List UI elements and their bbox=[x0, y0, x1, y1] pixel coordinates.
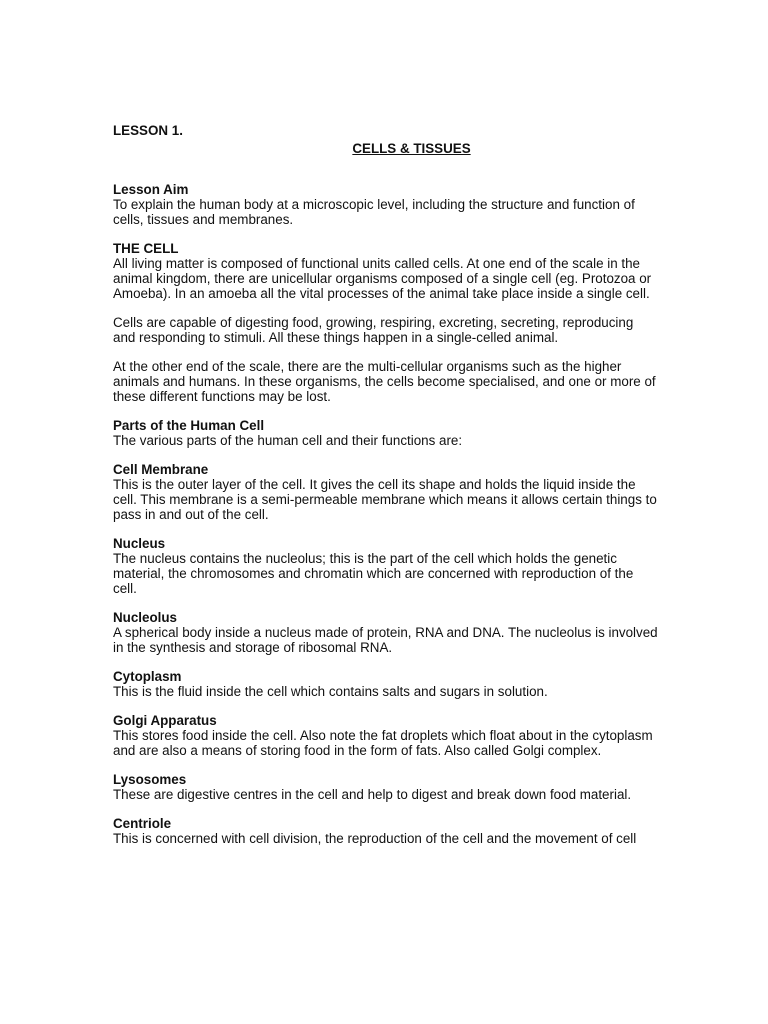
section-heading: Centriole bbox=[113, 816, 172, 831]
section-text: These are digestive centres in the cell and help to digest and break down food material. bbox=[113, 787, 632, 802]
section-text: This is the fluid inside the cell which contains salts and sugars in solution. bbox=[113, 684, 548, 699]
section-heading: Parts of the Human Cell bbox=[113, 418, 265, 433]
section-heading: Nucleus bbox=[113, 536, 166, 551]
section-golgi-apparatus bbox=[113, 713, 658, 758]
section-nucleus bbox=[113, 536, 658, 596]
section-text: This is concerned with cell division, the reproduction of the cell and the movement of cell bbox=[113, 831, 637, 846]
document-page bbox=[113, 123, 658, 846]
section-text: This stores food inside the cell. Also note the fat droplets which float about in the cytoplasm and are also a means of storing food in the form of fats. Also called Golgi complex. bbox=[113, 728, 653, 758]
section-heading: Lysosomes bbox=[113, 772, 187, 787]
document-title: CELLS & TISSUES bbox=[352, 141, 471, 156]
section-centriole bbox=[113, 816, 658, 846]
section-heading: Cytoplasm bbox=[113, 669, 182, 684]
section-paragraph: All living matter is composed of functional units called cells. At one end of the scale in the animal kingdom, there are unicellular organisms composed of a single cell (eg. Protozoa or Amoeba). In an amoeba all the vital processes of the animal take place inside a single cell. bbox=[113, 256, 652, 301]
section-text: This is the outer layer of the cell. It gives the cell its shape and holds the liquid inside the cell. This membrane is a semi-permeable membrane which means it allows certain things to pass in and out of the cell. bbox=[113, 477, 657, 522]
section-heading: Lesson Aim bbox=[113, 182, 189, 197]
section-paragraph: Cells are capable of digesting food, growing, respiring, excreting, secreting, reproducing and responding to stimuli. All these things happen in a single-celled animal. bbox=[113, 315, 634, 345]
section-text: A spherical body inside a nucleus made of protein, RNA and DNA. The nucleolus is involved in the synthesis and storage of ribosomal RNA. bbox=[113, 625, 658, 655]
section-heading: Nucleolus bbox=[113, 610, 177, 625]
section-text: The various parts of the human cell and their functions are: bbox=[113, 433, 463, 448]
section-paragraph: At the other end of the scale, there are the multi-cellular organisms such as the higher animals and humans. In these organisms, the cells become specialised, and one or more of these different functions may be lost. bbox=[113, 359, 656, 404]
section-lysosomes bbox=[113, 772, 658, 802]
section-text: The nucleus contains the nucleolus; this is the part of the cell which holds the genetic material, the chromosomes and chromatin which are concerned with reproduction of the cell. bbox=[113, 551, 634, 596]
section-lesson-aim bbox=[113, 182, 658, 227]
section-cell-membrane bbox=[113, 462, 658, 522]
section-the-cell bbox=[113, 241, 658, 404]
section-cytoplasm bbox=[113, 669, 658, 699]
section-heading: Cell Membrane bbox=[113, 462, 209, 477]
section-nucleolus bbox=[113, 610, 658, 655]
section-heading: Golgi Apparatus bbox=[113, 713, 217, 728]
lesson-number: LESSON 1. bbox=[113, 123, 183, 138]
section-parts-of-cell bbox=[113, 418, 658, 448]
section-text: To explain the human body at a microscopic level, including the structure and function of cells, tissues and membranes. bbox=[113, 197, 635, 227]
section-heading: THE CELL bbox=[113, 241, 179, 256]
